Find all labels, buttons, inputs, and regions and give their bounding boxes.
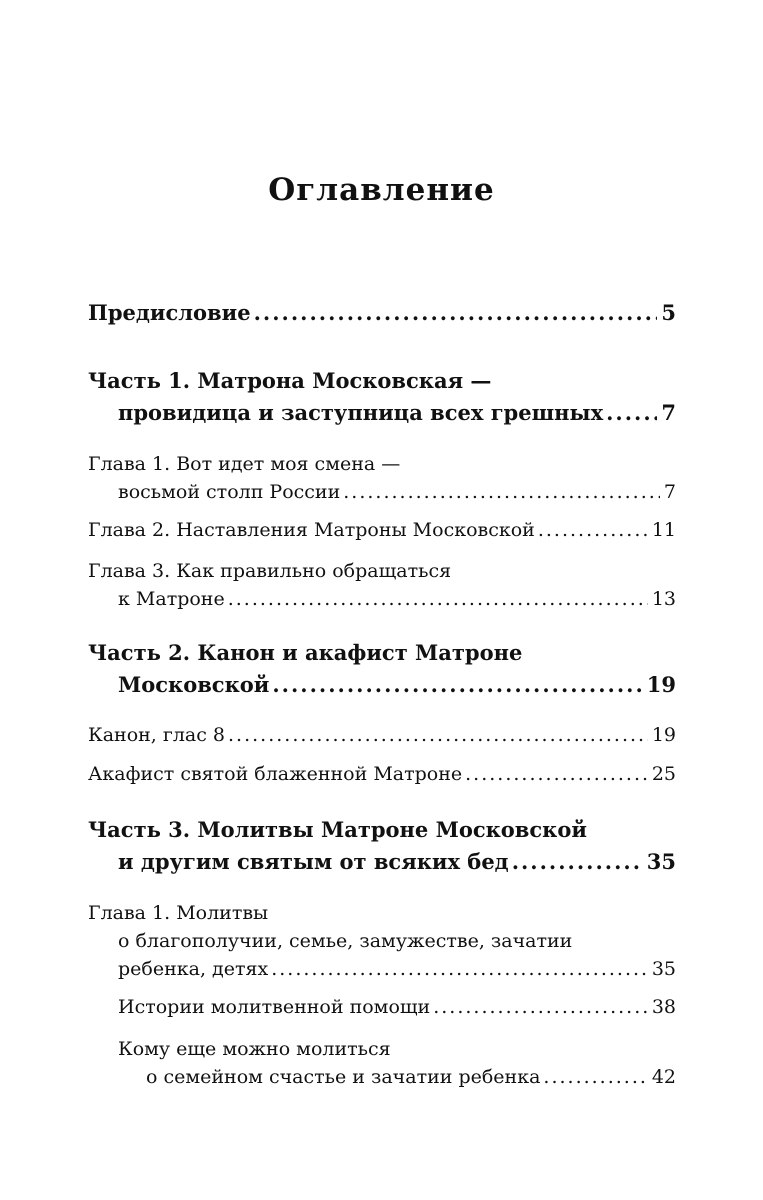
entry-title: Акафист святой блаженной Матроне xyxy=(88,763,463,785)
entry-title-line-1: Часть 3. Молитвы Матроне Московской xyxy=(88,817,587,842)
toc-entry-part-1-chapter-3[interactable] xyxy=(88,557,676,613)
entry-title-line-2: провидица и заступница всех грешных xyxy=(118,400,604,425)
page-title: Оглавление xyxy=(268,172,495,208)
leader-dots xyxy=(512,846,643,878)
entry-title-line-1: Глава 3. Как правильно обращаться xyxy=(88,560,452,582)
leader-dots xyxy=(272,669,642,701)
leader-dots xyxy=(538,516,648,544)
leader-dots xyxy=(228,721,648,749)
entry-title-line-2: о благополучии, семье, замужестве, зачатии xyxy=(118,930,573,952)
entry-title-line-2: о семейном счастье и зачатии ребенка xyxy=(146,1066,541,1088)
page-number: 5 xyxy=(661,300,676,325)
page-number: 35 xyxy=(646,849,676,874)
leader-dots xyxy=(543,1063,647,1091)
entry-title: Истории молитвенной помощи xyxy=(118,996,431,1018)
toc-entry-preface[interactable] xyxy=(88,297,676,329)
leader-dots xyxy=(343,478,660,506)
toc-entry-part-2-akathist[interactable] xyxy=(88,760,676,788)
entry-title: Предисловие xyxy=(88,300,251,325)
toc-entry-part-1-chapter-1[interactable] xyxy=(88,450,676,506)
entry-title-line-2: Московской xyxy=(118,672,270,697)
page-number: 19 xyxy=(646,672,676,697)
toc-entry-part-2-canon[interactable] xyxy=(88,721,676,749)
page-number: 11 xyxy=(651,519,676,541)
page-number: 13 xyxy=(651,588,676,610)
entry-title-line-1: Глава 1. Вот идет моя смена — xyxy=(88,453,401,475)
entry-title-line-1: Кому еще можно молиться xyxy=(118,1038,391,1060)
page-number: 7 xyxy=(661,400,676,425)
page-number: 7 xyxy=(663,481,676,503)
entry-title: Канон, глас 8 xyxy=(88,724,225,746)
toc-entry-part-3-stories[interactable] xyxy=(88,993,676,1021)
entry-title-line-2: восьмой столп России xyxy=(118,481,341,503)
toc-entry-part-3-whom-to-pray[interactable] xyxy=(88,1035,676,1091)
page-number: 38 xyxy=(651,996,676,1018)
leader-dots xyxy=(465,760,648,788)
leader-dots xyxy=(606,397,657,429)
toc-entry-part-1-chapter-2[interactable] xyxy=(88,516,676,544)
entry-title-line-2: и другим святым от всяких бед xyxy=(118,849,509,874)
leader-dots xyxy=(433,993,648,1021)
entry-title-line-2: к Матроне xyxy=(118,588,225,610)
toc-entry-part-3[interactable] xyxy=(88,814,676,878)
leader-dots xyxy=(254,297,658,329)
entry-title-line-3: ребенка, детях xyxy=(118,958,269,980)
toc-entry-part-1[interactable] xyxy=(88,365,676,429)
entry-title-line-1: Часть 1. Матрона Московская — xyxy=(88,368,492,393)
entry-title-line-1: Глава 1. Молитвы xyxy=(88,902,269,924)
entry-title-line-1: Часть 2. Канон и акафист Матроне xyxy=(88,640,523,665)
toc-entry-part-2[interactable] xyxy=(88,637,676,701)
leader-dots xyxy=(271,955,648,983)
page-number: 19 xyxy=(651,724,676,746)
page-number: 42 xyxy=(651,1066,676,1088)
toc-entry-part-3-chapter-1[interactable] xyxy=(88,899,676,983)
entry-title: Глава 2. Наставления Матроны Московской xyxy=(88,519,535,541)
leader-dots xyxy=(228,585,648,613)
page-number: 25 xyxy=(651,763,676,785)
page-number: 35 xyxy=(651,958,676,980)
